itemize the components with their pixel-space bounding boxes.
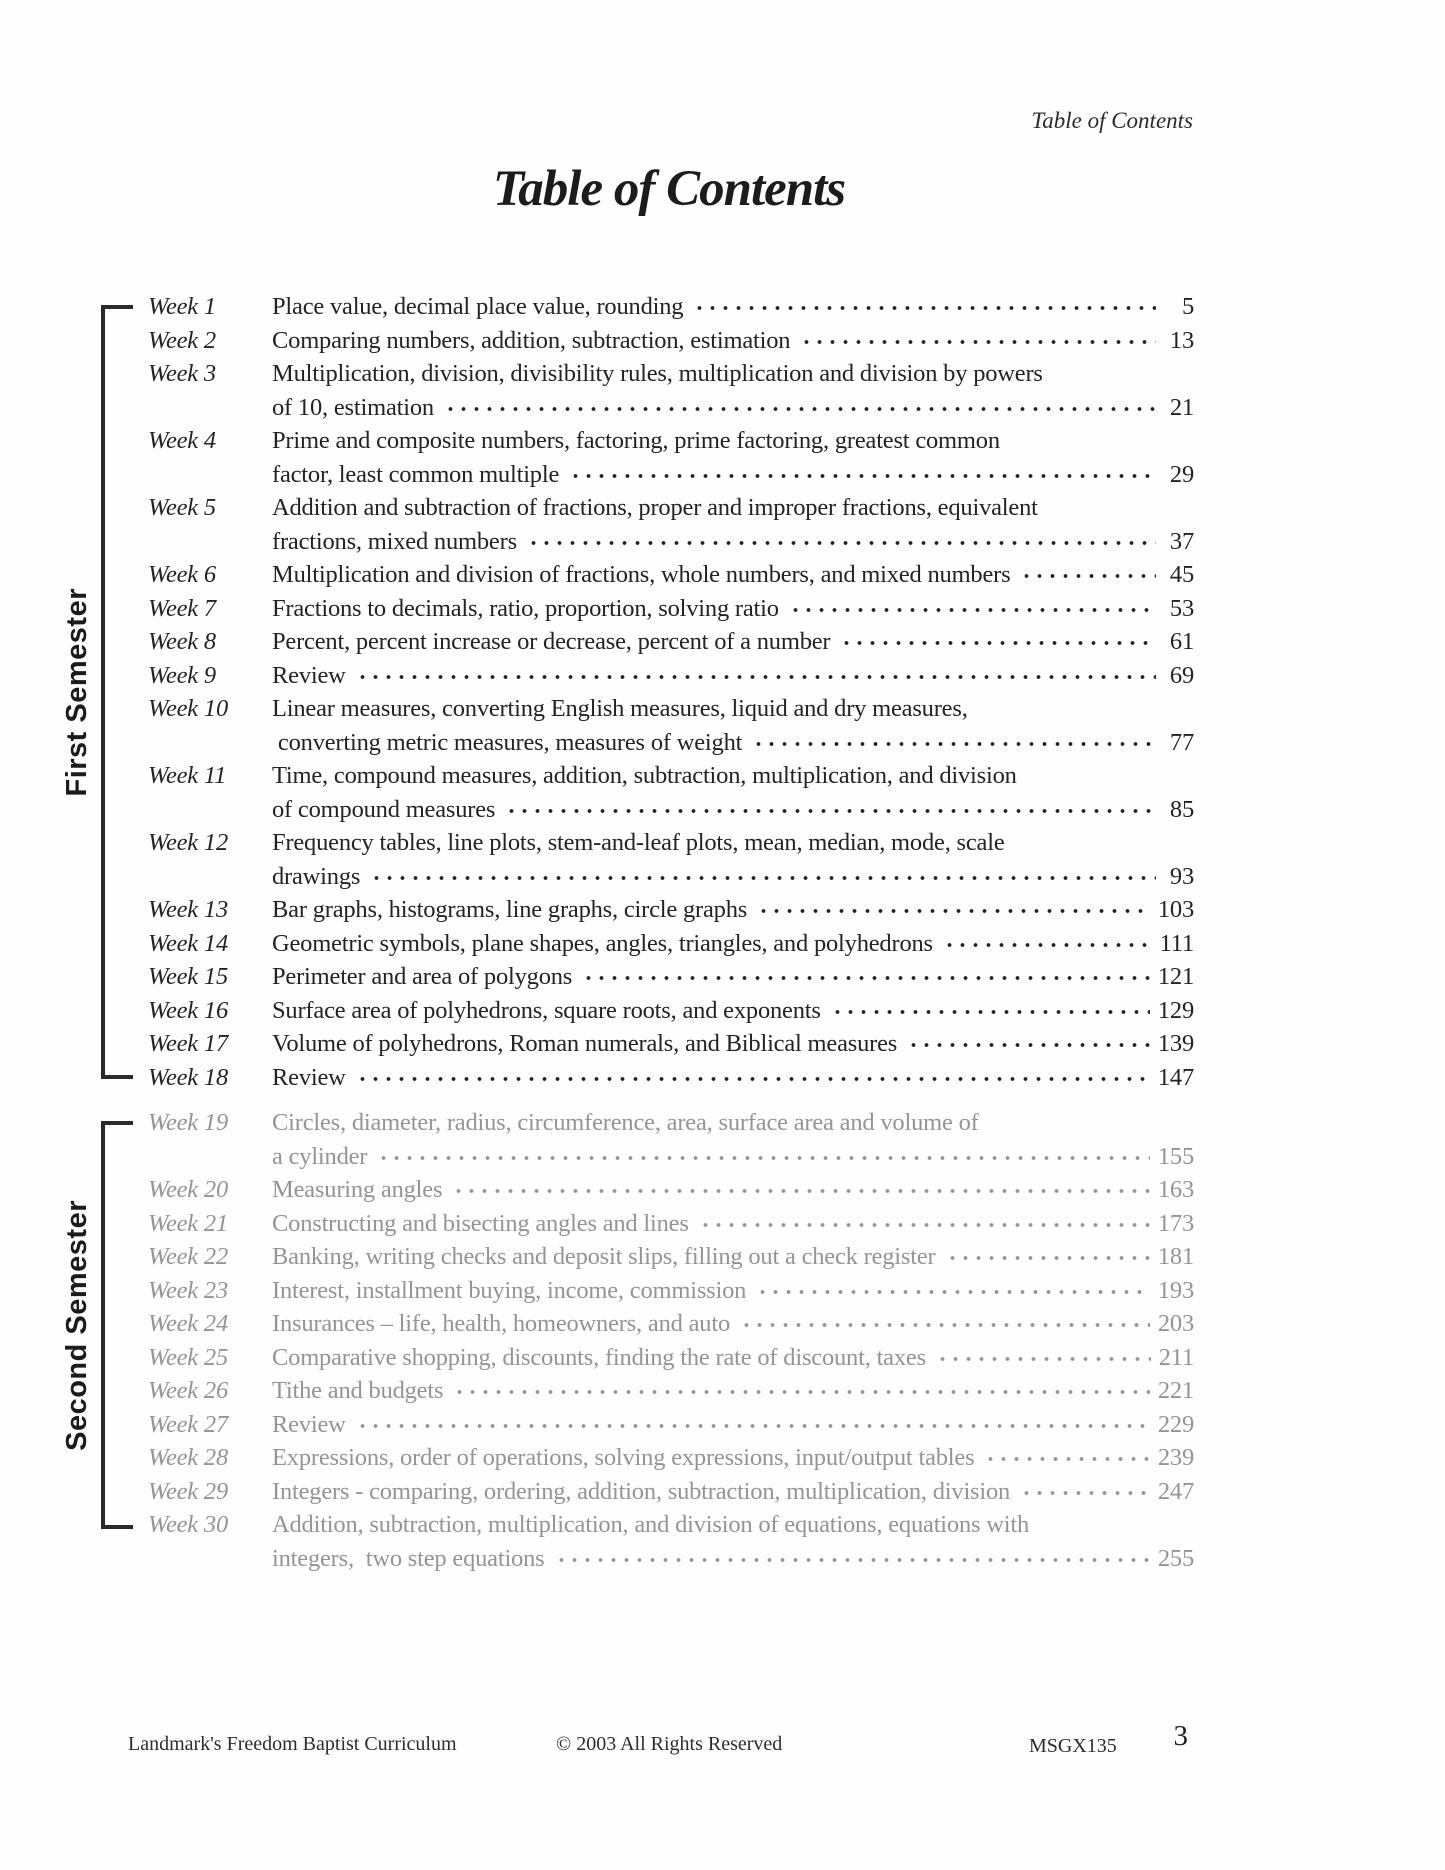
entry-description [272, 290, 1194, 324]
dot-leader [907, 1027, 1150, 1061]
entry-text: Multiplication and division of fractions, whole numbers, and mixed numbers [272, 561, 1011, 588]
dot-leader [943, 927, 1152, 961]
week-label: Week 8 [148, 628, 216, 655]
toc-entry [148, 1173, 1194, 1207]
week-label: Week 25 [148, 1343, 229, 1371]
toc-entry [148, 558, 1194, 592]
entry-description [272, 1475, 1194, 1509]
dot-leader [527, 525, 1156, 559]
entry-description [272, 1307, 1194, 1341]
entry-description [272, 1374, 1194, 1408]
entry-line [272, 1341, 1194, 1375]
entry-line [272, 324, 1194, 358]
entry-page-number: 229 [1157, 1410, 1194, 1438]
entry-line [272, 525, 1194, 559]
entry-page-number: 129 [1157, 996, 1194, 1024]
entry-text: Review [272, 1410, 346, 1438]
entry-text: Tithe and budgets [272, 1377, 444, 1404]
toc-entry [148, 357, 1194, 424]
entry-description [272, 357, 1194, 424]
entry-page-number: 21 [1169, 393, 1194, 421]
entry-text: converting metric measures, measures of weight [272, 728, 743, 756]
entry-text: Multiplication, division, divisibility rules, multiplication and division by powers [272, 360, 1043, 387]
week-label: Week 3 [148, 360, 216, 387]
entry-text: Interest, installment buying, income, commission [272, 1276, 747, 1304]
entry-text: Review [272, 661, 346, 689]
week-label: Week 22 [148, 1243, 229, 1270]
entry-line [272, 893, 1194, 927]
entry-line [272, 1408, 1194, 1442]
entry-description [272, 1061, 1194, 1095]
week-label: Week 11 [148, 762, 227, 789]
toc-entry [148, 1274, 1194, 1308]
entry-page-number: 221 [1157, 1377, 1194, 1404]
dot-leader [370, 860, 1156, 894]
entry-description [272, 491, 1194, 558]
entry-description [272, 692, 1194, 759]
week-label: Week 16 [148, 996, 229, 1024]
entry-text: integers, two step equations [272, 1544, 545, 1572]
entry-description [272, 960, 1194, 994]
page-title: Table of Contents [492, 161, 846, 217]
toc-list [148, 290, 1194, 1575]
entry-line [272, 391, 1194, 425]
dot-leader [569, 458, 1156, 492]
week-label: Week 9 [148, 661, 216, 689]
entry-line [272, 458, 1194, 492]
entry-description [272, 1408, 1194, 1442]
toc-entry [148, 659, 1194, 693]
first-semester-label [56, 305, 98, 1079]
entry-line [272, 424, 1194, 458]
entry-line [272, 1027, 1194, 1061]
entry-line [272, 1240, 1194, 1274]
entry-page-number: 173 [1157, 1209, 1194, 1237]
entry-line [272, 860, 1194, 894]
entry-text: Comparative shopping, discounts, finding the rate of discount, taxes [272, 1343, 926, 1371]
entry-line [272, 1207, 1194, 1241]
footer-publisher: Landmark's Freedom Baptist Curriculum [128, 1733, 457, 1755]
entry-description [272, 625, 1194, 659]
entry-page-number: 111 [1159, 929, 1194, 957]
week-label: Week 21 [148, 1209, 229, 1237]
toc-entry [148, 1441, 1194, 1475]
entry-line [272, 726, 1194, 760]
entry-text: Bar graphs, histograms, line graphs, circle graphs [272, 896, 748, 923]
toc-entry [148, 592, 1194, 626]
week-label: Week 2 [148, 326, 216, 354]
toc-entry [148, 1307, 1194, 1341]
entry-page-number: 121 [1157, 963, 1194, 990]
week-label: Week 18 [148, 1063, 229, 1091]
entry-text: Time, compound measures, addition, subtraction, multiplication, and division [272, 762, 1017, 789]
entry-line [272, 1542, 1194, 1576]
entry-page-number: 155 [1157, 1142, 1194, 1170]
entry-page-number: 77 [1169, 728, 1194, 756]
toc-entry [148, 424, 1194, 491]
entry-description [272, 1341, 1194, 1375]
entry-line [272, 994, 1194, 1028]
entry-line [272, 659, 1194, 693]
week-label: Week 4 [148, 427, 216, 454]
entry-description [272, 1274, 1194, 1308]
entry-text: Constructing and bisecting angles and lines [272, 1209, 689, 1237]
entry-description [272, 1027, 1194, 1061]
dot-leader [1020, 1475, 1150, 1509]
entry-description [272, 324, 1194, 358]
entry-page-number: 255 [1157, 1544, 1194, 1572]
toc-entry [148, 1240, 1194, 1274]
week-label: Week 26 [148, 1377, 229, 1404]
week-label: Week 23 [148, 1276, 229, 1304]
entry-page-number: 211 [1158, 1343, 1194, 1371]
entry-line [272, 1173, 1194, 1207]
week-label: Week 13 [148, 896, 229, 923]
entry-description [272, 927, 1194, 961]
entry-page-number: 239 [1157, 1444, 1194, 1471]
entry-line [272, 1508, 1194, 1542]
dot-leader [831, 994, 1150, 1028]
week-label: Week 15 [148, 963, 229, 990]
entry-page-number: 147 [1157, 1063, 1194, 1091]
entry-description [272, 558, 1194, 592]
toc-entry [148, 960, 1194, 994]
entry-text: Perimeter and area of polygons [272, 963, 573, 990]
week-label: Week 10 [148, 695, 229, 722]
entry-line [272, 1441, 1194, 1475]
dot-leader [1020, 558, 1156, 592]
week-label: Week 30 [148, 1511, 229, 1538]
entry-description [272, 1173, 1194, 1207]
dot-leader [582, 960, 1150, 994]
entry-text: Circles, diameter, radius, circumference, area, surface area and volume of [272, 1109, 979, 1136]
entry-page-number: 85 [1169, 795, 1194, 823]
week-label: Week 29 [148, 1477, 229, 1505]
dot-leader [356, 1061, 1150, 1095]
entry-page-number: 247 [1157, 1477, 1194, 1505]
dot-leader [757, 893, 1150, 927]
toc-entry [148, 1475, 1194, 1509]
entry-description [272, 759, 1194, 826]
toc-entry [148, 290, 1194, 324]
toc-entry [148, 1207, 1194, 1241]
first-semester-label-text: First Semester [60, 587, 93, 797]
toc-entry [148, 1106, 1194, 1173]
dot-leader [946, 1240, 1150, 1274]
week-label: Week 5 [148, 494, 216, 521]
entry-line [272, 290, 1194, 324]
entry-text: Addition and subtraction of fractions, proper and improper fractions, equivalent [272, 494, 1038, 521]
entry-page-number: 139 [1157, 1030, 1194, 1057]
toc-entry [148, 1508, 1194, 1575]
toc-entry [148, 826, 1194, 893]
toc-entry [148, 625, 1194, 659]
dot-leader [453, 1374, 1150, 1408]
entry-text: Surface area of polyhedrons, square roots, and exponents [272, 996, 821, 1024]
entry-page-number: 37 [1169, 527, 1194, 555]
week-label: Week 7 [148, 594, 216, 622]
entry-text: Fractions to decimals, ratio, proportion, solving ratio [272, 594, 779, 622]
entry-text: fractions, mixed numbers [272, 527, 517, 555]
entry-text: Review [272, 1063, 346, 1091]
entry-page-number: 69 [1169, 661, 1194, 689]
dot-leader [505, 793, 1156, 827]
entry-line [272, 491, 1194, 525]
entry-description [272, 994, 1194, 1028]
entry-description [272, 826, 1194, 893]
week-label: Week 6 [148, 561, 216, 588]
toc-entry [148, 893, 1194, 927]
toc-entry [148, 759, 1194, 826]
entry-description [272, 893, 1194, 927]
entry-text: Prime and composite numbers, factoring, prime factoring, greatest common [272, 427, 1000, 454]
toc-entry [148, 1341, 1194, 1375]
second-semester-bracket [101, 1121, 133, 1529]
entry-line [272, 692, 1194, 726]
dot-leader [984, 1441, 1149, 1475]
entry-line [272, 625, 1194, 659]
entry-text: Place value, decimal place value, rounding [272, 293, 684, 320]
week-label: Week 1 [148, 293, 216, 320]
entry-line [272, 1374, 1194, 1408]
entry-text: Percent, percent increase or decrease, percent of a number [272, 628, 831, 655]
entry-line [272, 960, 1194, 994]
entry-description [272, 1441, 1194, 1475]
entry-line [272, 759, 1194, 793]
week-label: Week 24 [148, 1310, 229, 1337]
entry-text: of compound measures [272, 795, 496, 823]
entry-line [272, 1274, 1194, 1308]
entry-line [272, 592, 1194, 626]
footer-page-number: 3 [1173, 1720, 1188, 1752]
week-label: Week 19 [148, 1109, 229, 1136]
dot-leader [377, 1140, 1150, 1174]
entry-text: Expressions, order of operations, solving expressions, input/output tables [272, 1444, 975, 1471]
toc-entry [148, 1027, 1194, 1061]
entry-page-number: 203 [1157, 1310, 1194, 1337]
footer-product-code: MSGX135 [1029, 1735, 1117, 1757]
dot-leader [444, 391, 1156, 425]
entry-page-number: 45 [1169, 561, 1194, 588]
dot-leader [800, 324, 1156, 358]
entry-text: Linear measures, converting English measures, liquid and dry measures, [272, 695, 968, 722]
entry-description [272, 1508, 1194, 1575]
entry-description [272, 659, 1194, 693]
week-label: Week 17 [148, 1030, 229, 1057]
entry-line [272, 558, 1194, 592]
dot-leader [840, 625, 1156, 659]
entry-page-number: 163 [1157, 1176, 1194, 1203]
toc-entry [148, 692, 1194, 759]
week-label: Week 20 [148, 1176, 229, 1203]
entry-text: Frequency tables, line plots, stem-and-leaf plots, mean, median, mode, scale [272, 829, 1005, 856]
week-label: Week 27 [148, 1410, 229, 1438]
entry-page-number: 29 [1169, 460, 1194, 488]
running-header: Table of Contents [1031, 108, 1193, 133]
entry-description [272, 592, 1194, 626]
toc-entry [148, 994, 1194, 1028]
entry-page-number: 5 [1181, 293, 1194, 320]
entry-line [272, 927, 1194, 961]
entry-line [272, 1106, 1194, 1140]
dot-leader [740, 1307, 1150, 1341]
entry-description [272, 1106, 1194, 1173]
entry-text: factor, least common multiple [272, 460, 560, 488]
entry-text: Comparing numbers, addition, subtraction, estimation [272, 326, 791, 354]
entry-text: Integers - comparing, ordering, addition, subtraction, multiplication, division [272, 1477, 1011, 1505]
toc-entry [148, 491, 1194, 558]
entry-line [272, 1307, 1194, 1341]
dot-leader [756, 1274, 1150, 1308]
second-semester-label-text: Second Semester [60, 1199, 93, 1451]
entry-line [272, 826, 1194, 860]
toc-entry [148, 927, 1194, 961]
dot-leader [699, 1207, 1150, 1241]
dot-leader [752, 726, 1156, 760]
entry-text: Measuring angles [272, 1176, 443, 1203]
dot-leader [555, 1542, 1150, 1576]
entry-text: Insurances – life, health, homeowners, and auto [272, 1310, 730, 1337]
semester-group [148, 290, 1194, 1094]
entry-page-number: 53 [1169, 594, 1194, 622]
entry-line [272, 1140, 1194, 1174]
dot-leader [452, 1173, 1150, 1207]
entry-description [272, 1240, 1194, 1274]
entry-text: drawings [272, 862, 361, 890]
second-semester-label [56, 1121, 98, 1529]
entry-text: Banking, writing checks and deposit slips, filling out a check register [272, 1243, 936, 1270]
entry-text: Addition, subtraction, multiplication, and division of equations, equations with [272, 1511, 1030, 1538]
entry-page-number: 193 [1157, 1276, 1194, 1304]
entry-text: Geometric symbols, plane shapes, angles, triangles, and polyhedrons [272, 929, 933, 957]
week-label: Week 14 [148, 929, 229, 957]
entry-line [272, 357, 1194, 391]
entry-text: a cylinder [272, 1142, 368, 1170]
entry-page-number: 103 [1157, 896, 1194, 923]
entry-page-number: 181 [1157, 1243, 1194, 1270]
entry-line [272, 793, 1194, 827]
toc-entry [148, 1408, 1194, 1442]
entry-page-number: 13 [1169, 326, 1194, 354]
week-label: Week 12 [148, 829, 229, 856]
footer-copyright: © 2003 All Rights Reserved [556, 1733, 783, 1755]
entry-description [272, 424, 1194, 491]
toc-entry [148, 324, 1194, 358]
dot-leader [356, 659, 1156, 693]
dot-leader [693, 290, 1156, 324]
entry-text: Volume of polyhedrons, Roman numerals, and Biblical measures [272, 1030, 898, 1057]
first-semester-bracket [101, 305, 133, 1079]
entry-text: of 10, estimation [272, 393, 434, 421]
entry-line [272, 1061, 1194, 1095]
entry-page-number: 61 [1169, 628, 1194, 655]
dot-leader [356, 1408, 1150, 1442]
toc-entry [148, 1061, 1194, 1095]
week-label: Week 28 [148, 1444, 229, 1471]
dot-leader [789, 592, 1156, 626]
dot-leader [936, 1341, 1151, 1375]
entry-line [272, 1475, 1194, 1509]
entry-description [272, 1207, 1194, 1241]
entry-page-number: 93 [1169, 862, 1194, 890]
toc-entry [148, 1374, 1194, 1408]
semester-group [148, 1106, 1194, 1575]
